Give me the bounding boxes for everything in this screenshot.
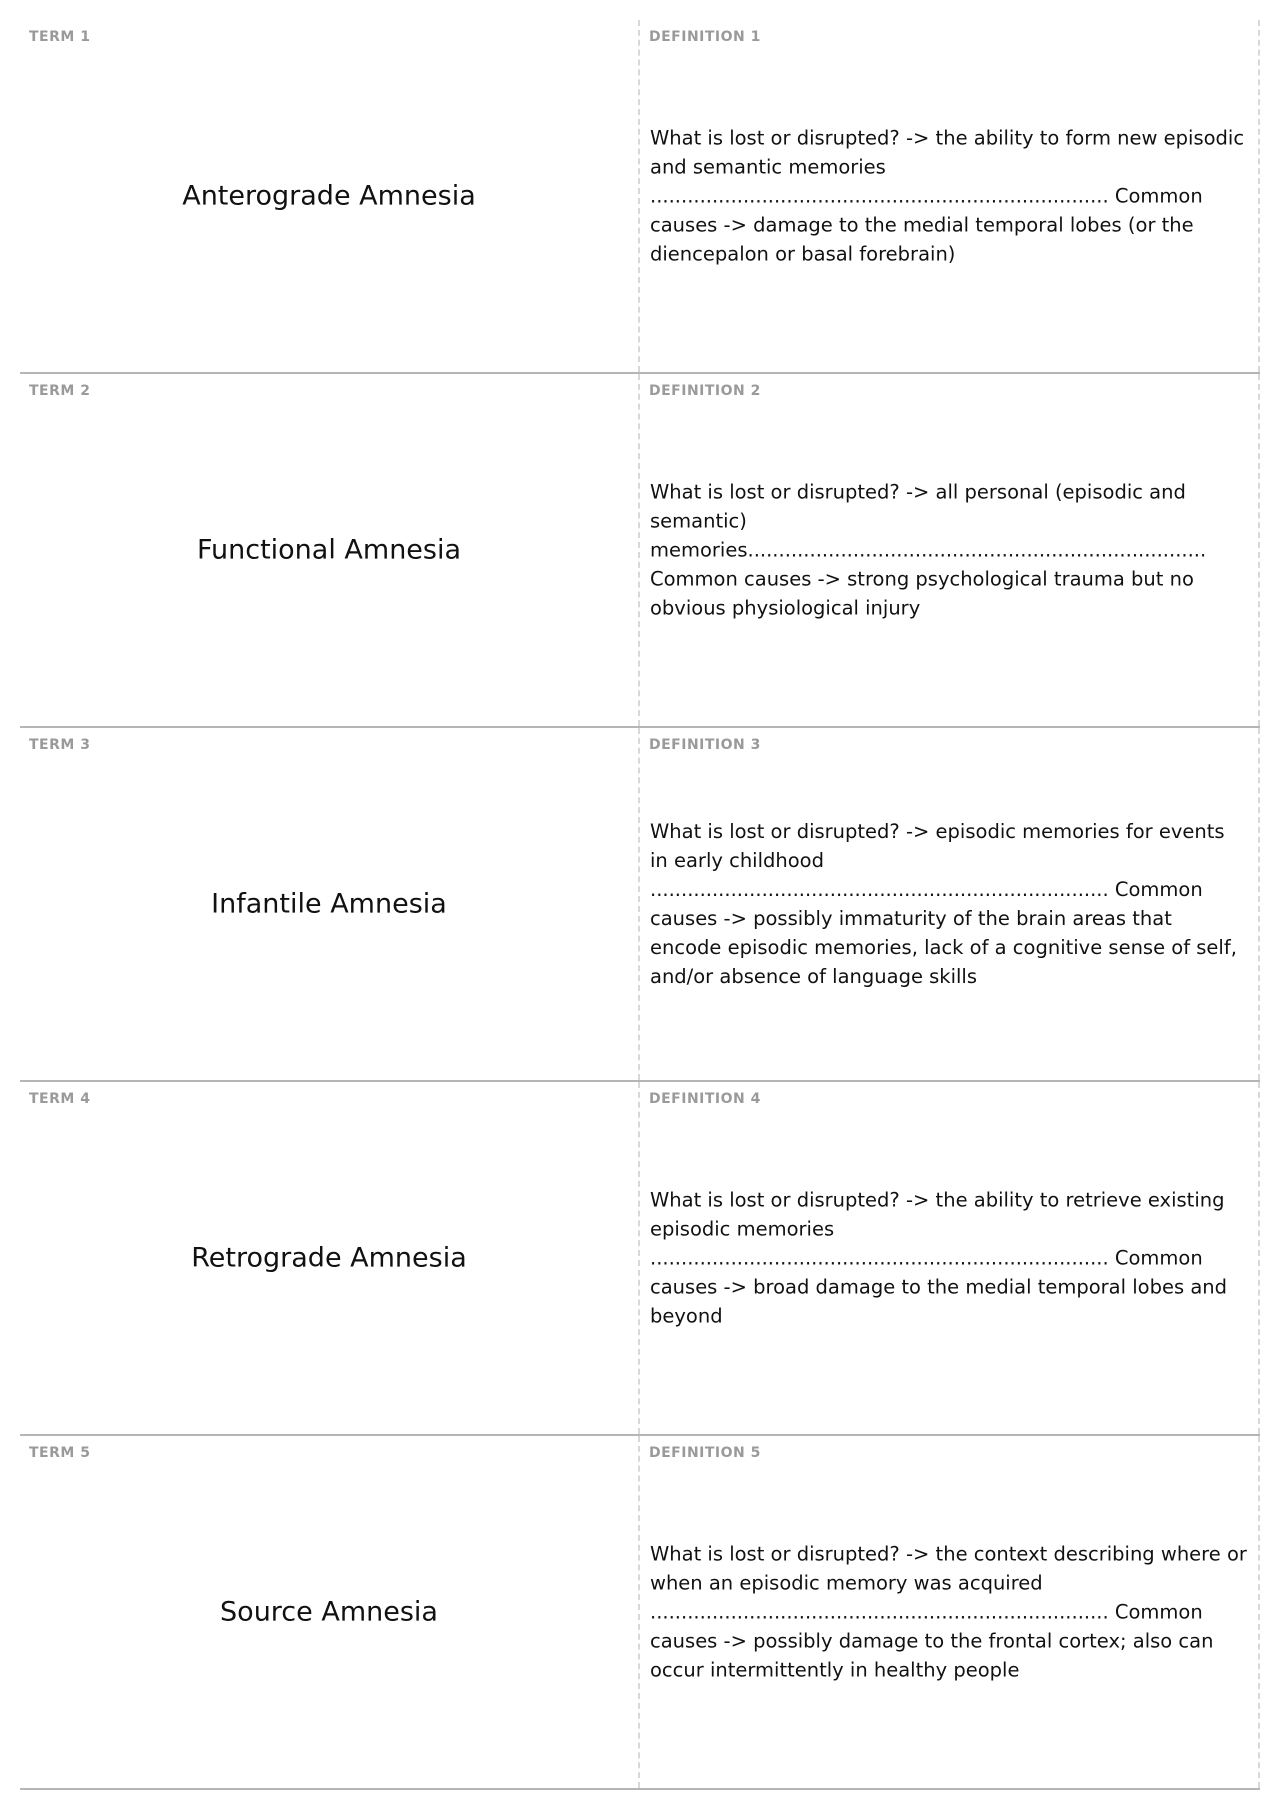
definition-label: DEFINITION 3 bbox=[649, 737, 761, 753]
term-cell bbox=[20, 1436, 640, 1788]
definition-cell bbox=[640, 374, 1260, 726]
term-cell bbox=[20, 728, 640, 1080]
definition-label: DEFINITION 1 bbox=[649, 29, 761, 45]
flashcard-row-4 bbox=[20, 1082, 1260, 1436]
term-text: Retrograde Amnesia bbox=[191, 1242, 467, 1274]
term-cell bbox=[20, 1082, 640, 1434]
definition-cell bbox=[640, 20, 1260, 372]
definition-text: What is lost or disrupted? -> the ability to form new episodic and semantic memories .......................................................................... Common causes -> damage to the medial temporal lobes (or the diencepalon or basal forebrain) bbox=[650, 126, 1245, 266]
term-label: TERM 1 bbox=[29, 29, 91, 45]
definition-text: What is lost or disrupted? -> the context describing where or when an episodic memory was acquired .......................................................................... Common causes -> possibly damage to the frontal cortex; also can occur intermittently in healthy people bbox=[650, 1542, 1247, 1682]
flashcard-row-1 bbox=[20, 20, 1260, 374]
definition-text: What is lost or disrupted? -> all personal (episodic and semantic) memories.......................................................................... Common causes -> strong psychological trauma but no obvious physiological injury bbox=[650, 480, 1207, 620]
term-label: TERM 4 bbox=[29, 1091, 91, 1107]
definition-cell bbox=[640, 1082, 1260, 1434]
flashcard-row-2 bbox=[20, 374, 1260, 728]
definition-label: DEFINITION 5 bbox=[649, 1445, 761, 1461]
term-text: Anterograde Amnesia bbox=[182, 180, 476, 212]
term-cell bbox=[20, 374, 640, 726]
definition-label: DEFINITION 2 bbox=[649, 383, 761, 399]
definition-cell bbox=[640, 1436, 1260, 1788]
flashcard-row-3 bbox=[20, 728, 1260, 1082]
definition-text: What is lost or disrupted? -> the ability to retrieve existing episodic memories .......................................................................... Common causes -> broad damage to the medial temporal lobes and beyond bbox=[650, 1188, 1228, 1328]
term-text: Infantile Amnesia bbox=[211, 888, 447, 920]
flashcard-row-5 bbox=[20, 1436, 1260, 1790]
definition-text: What is lost or disrupted? -> episodic memories for events in early childhood .......................................................................... Common causes -> possibly immaturity of the brain areas that encode episodic memories, lack of a cognitive sense of self, and/or absence of language skills bbox=[650, 820, 1237, 988]
term-label: TERM 2 bbox=[29, 383, 91, 399]
term-label: TERM 5 bbox=[29, 1445, 91, 1461]
term-label: TERM 3 bbox=[29, 737, 91, 753]
definition-label: DEFINITION 4 bbox=[649, 1091, 761, 1107]
flashcard-sheet bbox=[20, 20, 1260, 1790]
term-text: Functional Amnesia bbox=[196, 534, 462, 566]
definition-cell bbox=[640, 728, 1260, 1080]
term-text: Source Amnesia bbox=[220, 1596, 438, 1628]
term-cell bbox=[20, 20, 640, 372]
